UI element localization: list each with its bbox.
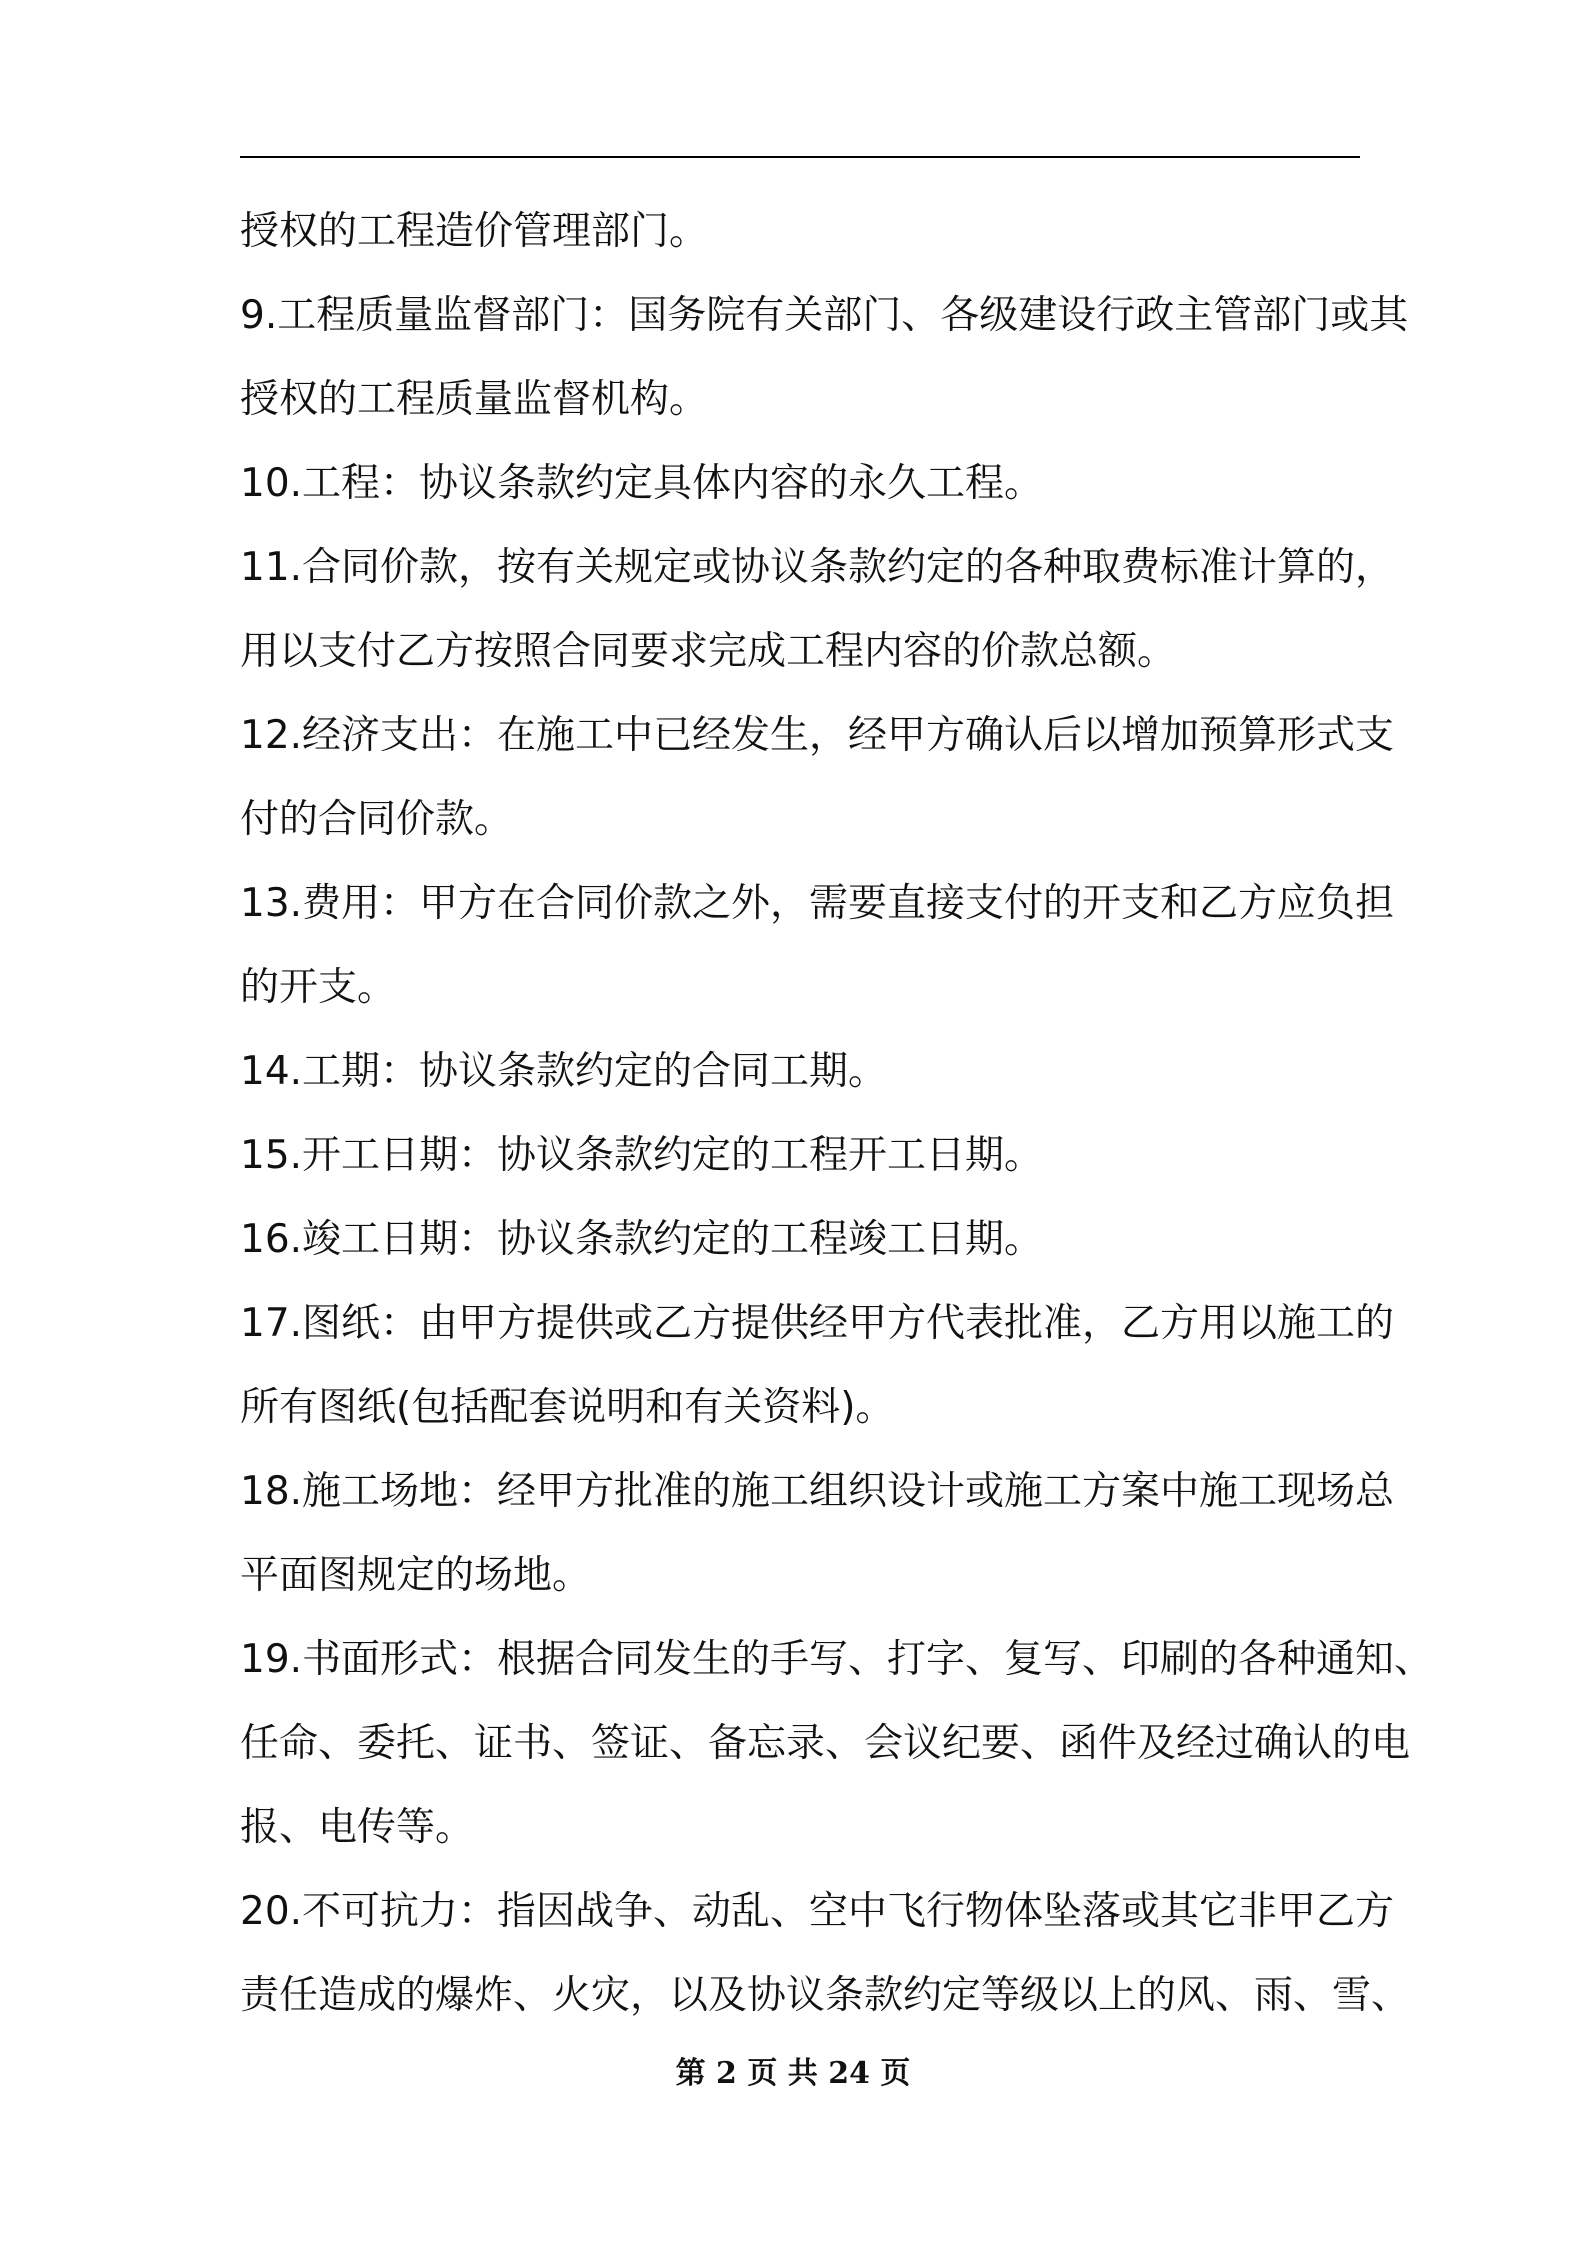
text-line: 17.图纸：由甲方提供或乙方提供经甲方代表批准，乙方用以施工的 (240, 1301, 1395, 1346)
text-line: 授权的工程质量监督机构。 (240, 377, 709, 422)
text-line: 平面图规定的场地。 (240, 1553, 592, 1598)
text-line: 任命、委托、证书、签证、备忘录、会议纪要、函件及经过确认的电 (240, 1721, 1411, 1766)
text-line: 9.工程质量监督部门：国务院有关部门、各级建设行政主管部门或其 (240, 293, 1409, 338)
text-line: 12.经济支出：在施工中已经发生，经甲方确认后以增加预算形式支 (240, 713, 1395, 758)
text-line: 报、电传等。 (240, 1805, 475, 1850)
text-line: 15.开工日期：协议条款约定的工程开工日期。 (240, 1133, 1044, 1178)
text-line: 13.费用：甲方在合同价款之外，需要直接支付的开支和乙方应负担 (240, 881, 1395, 926)
text-line: 所有图纸(包括配套说明和有关资料)。 (240, 1385, 895, 1430)
document-body (240, 190, 1434, 2038)
text-line: 16.竣工日期：协议条款约定的工程竣工日期。 (240, 1217, 1044, 1262)
text-line: 18.施工场地：经甲方批准的施工组织设计或施工方案中施工现场总 (240, 1469, 1395, 1514)
page-number: 第 2 页 共 24 页 (675, 2056, 911, 2091)
text-line: 授权的工程造价管理部门。 (240, 209, 709, 254)
text-line: 10.工程：协议条款约定具体内容的永久工程。 (240, 461, 1044, 506)
text-line: 20.不可抗力：指因战争、动乱、空中飞行物体坠落或其它非甲乙方 (240, 1889, 1395, 1934)
text-line: 付的合同价款。 (240, 797, 514, 842)
text-line: 责任造成的爆炸、火灾，以及协议条款约定等级以上的风、雨、雪、 (240, 1973, 1411, 2018)
text-line: 11.合同价款，按有关规定或协议条款约定的各种取费标准计算的， (240, 545, 1395, 590)
text-line: 的开支。 (240, 965, 397, 1010)
text-line: 用以支付乙方按照合同要求完成工程内容的价款总额。 (240, 629, 1177, 674)
text-line: 19.书面形式：根据合同发生的手写、打字、复写、印刷的各种通知、 (240, 1637, 1434, 1682)
header-rule (240, 156, 1360, 158)
text-line: 14.工期：协议条款约定的合同工期。 (240, 1049, 888, 1094)
